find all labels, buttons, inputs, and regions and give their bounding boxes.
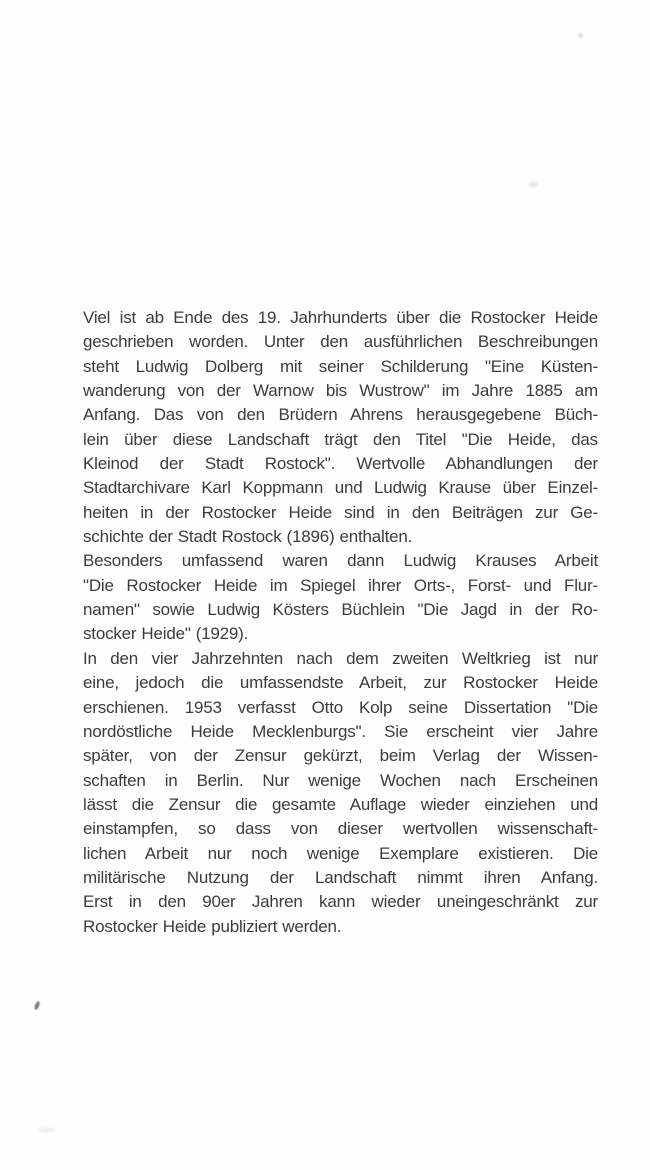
text-line: steht Ludwig Dolberg mit seiner Schilderung "Eine Küsten- <box>83 356 598 376</box>
text-line: Erst in den 90er Jahren kann wieder uneingeschränkt zur <box>83 892 598 912</box>
text-line: schichte der Stadt Rostock (1896) enthalten. <box>83 527 413 547</box>
text-line: wanderung von der Warnow bis Wustrow" im Jahre 1885 am <box>83 381 598 401</box>
text-line: lässt die Zensur die gesamte Auflage wieder einziehen und <box>83 794 598 814</box>
scan-artifact-speck <box>34 1001 41 1011</box>
text-line: eine, jedoch die umfassendste Arbeit, zur Rostocker Heide <box>83 673 598 693</box>
text-line: heiten in der Rostocker Heide sind in den Beiträgen zur Ge- <box>83 502 598 522</box>
scan-artifact-speck <box>38 1128 56 1132</box>
text-line: stocker Heide" (1929). <box>83 624 249 644</box>
scan-artifact-speck <box>528 182 538 187</box>
text-line: Anfang. Das von den Brüdern Ahrens herausgegebene Büch- <box>83 405 598 425</box>
text-line: einstampfen, so dass von dieser wertvollen wissenschaft- <box>83 819 598 839</box>
text-line: militärische Nutzung der Landschaft nimmt ihren Anfang. <box>83 867 598 887</box>
scan-artifact-speck <box>578 33 583 38</box>
text-line: nordöstliche Heide Mecklenburgs". Sie erscheint vier Jahre <box>83 721 598 741</box>
text-line: Rostocker Heide publiziert werden. <box>83 916 342 936</box>
text-line: In den vier Jahrzehnten nach dem zweiten Weltkrieg ist nur <box>83 648 598 668</box>
text-line: "Die Rostocker Heide im Spiegel ihrer Orts-, Forst- und Flur- <box>83 575 598 595</box>
body-text-block <box>83 306 598 939</box>
text-line: geschrieben worden. Unter den ausführlichen Beschreibungen <box>83 332 598 352</box>
text-line: später, von der Zensur gekürzt, beim Verlag der Wissen- <box>83 746 598 766</box>
text-line: lichen Arbeit nur noch wenige Exemplare existieren. Die <box>83 843 598 863</box>
text-line: namen" sowie Ludwig Kösters Büchlein "Die Jagd in der Ro- <box>83 600 598 620</box>
text-line: Kleinod der Stadt Rostock". Wertvolle Abhandlungen der <box>83 454 598 474</box>
text-line: Stadtarchivare Karl Koppmann und Ludwig Krause über Einzel- <box>83 478 598 498</box>
text-line: Besonders umfassend waren dann Ludwig Krauses Arbeit <box>83 551 598 571</box>
text-line: lein über diese Landschaft trägt den Titel "Die Heide, das <box>83 429 598 449</box>
text-line: schaften in Berlin. Nur wenige Wochen nach Erscheinen <box>83 770 598 790</box>
text-line: erschienen. 1953 verfasst Otto Kolp seine Dissertation "Die <box>83 697 598 717</box>
text-line: Viel ist ab Ende des 19. Jahrhunderts über die Rostocker Heide <box>83 308 598 327</box>
